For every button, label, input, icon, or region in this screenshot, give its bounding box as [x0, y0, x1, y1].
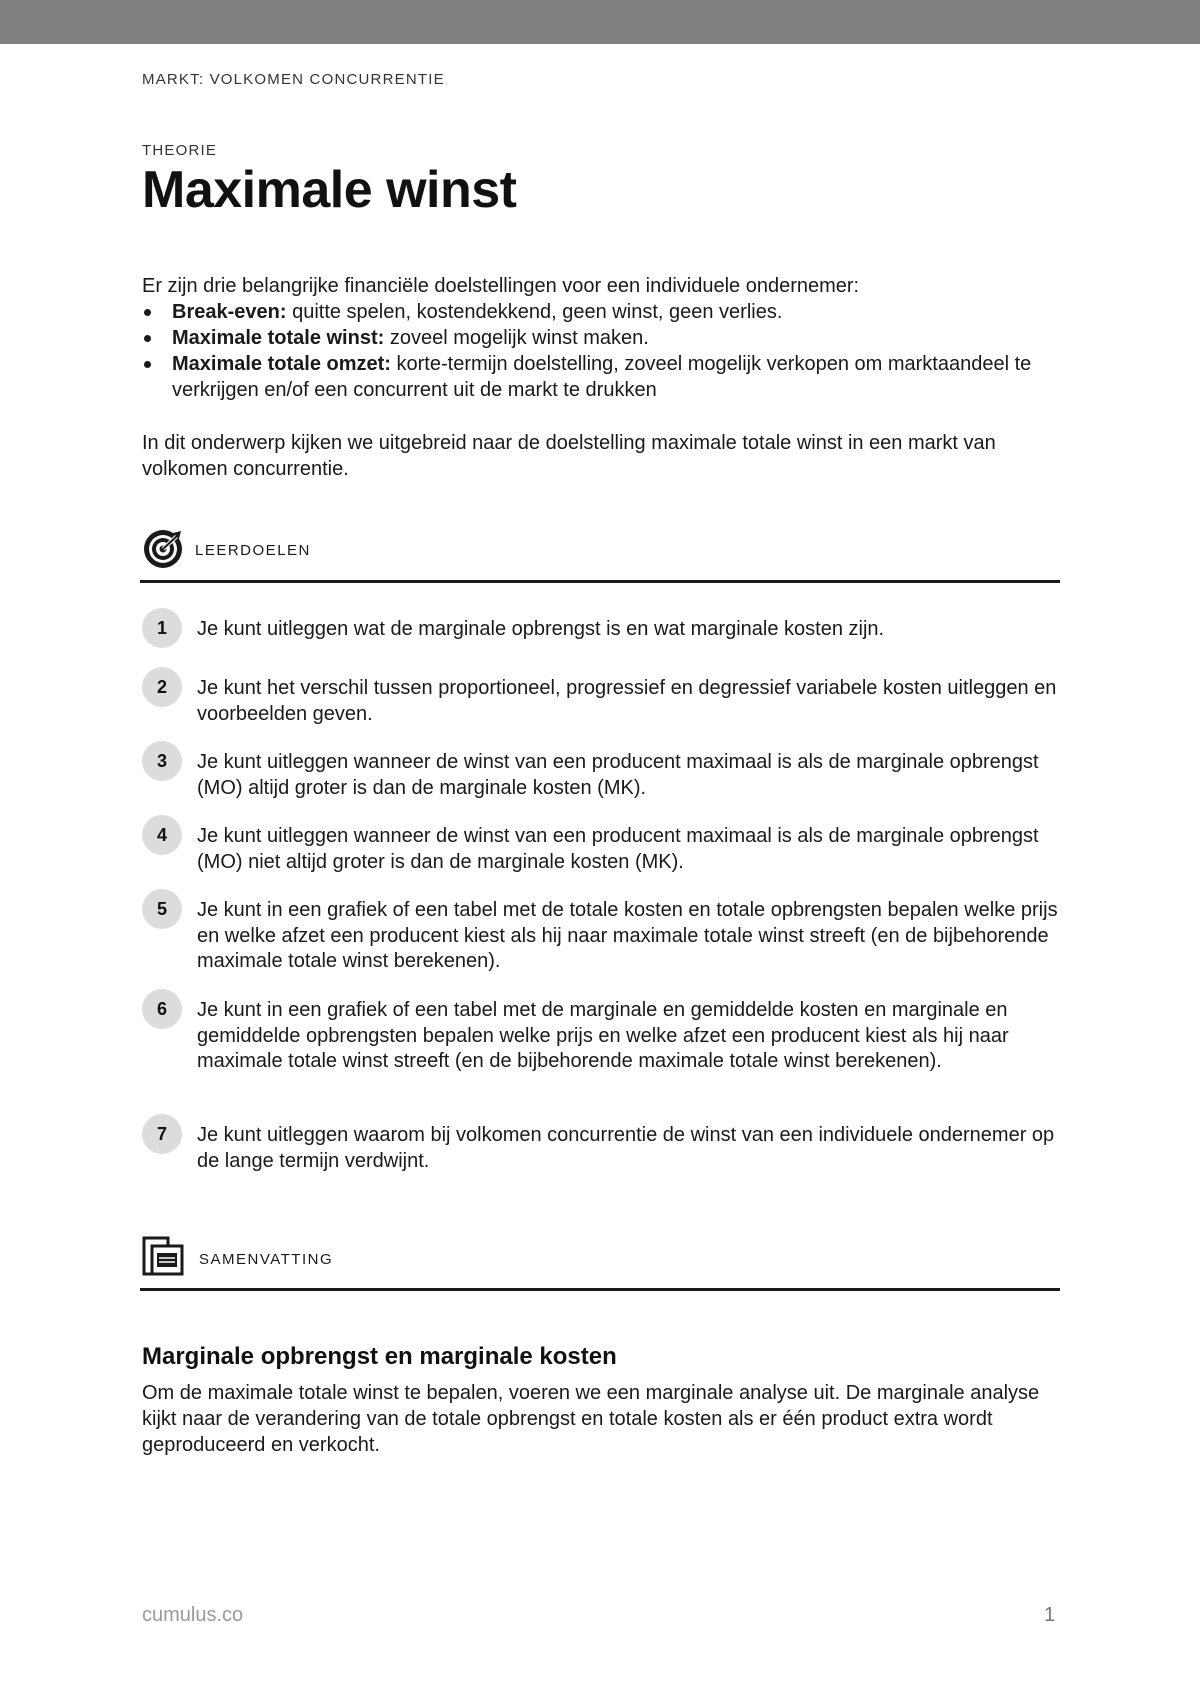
goal-term: Maximale totale omzet: [172, 353, 391, 375]
kicker-label: THEORIE [142, 142, 218, 159]
summary-document-icon [142, 1235, 186, 1279]
intro-lead: Er zijn drie belangrijke financiële doelstellingen voor een individuele ondernemer: [142, 275, 860, 297]
target-icon [142, 528, 184, 570]
objective-text: Je kunt uitleggen wanneer de winst van een producent maximaal is als de marginale opbrengst (MO) altijd groter is dan de marginale kosten (MK). [197, 751, 1039, 799]
objective-number: 4 [142, 815, 182, 855]
objective-number: 7 [142, 1114, 182, 1154]
objective-text: Je kunt uitleggen waarom bij volkomen concurrentie de winst van een individuele ondernemer op de lange termijn verdwijnt. [197, 1124, 1055, 1172]
objective-number: 6 [142, 989, 182, 1029]
objective-number: 1 [142, 608, 182, 648]
summary-paragraph: Om de maximale totale winst te bepalen, voeren we een marginale analyse uit. De marginale analyse kijkt naar de verandering van de totale opbrengst en totale kosten als er één product extra wordt geproduceerd en verkocht. [142, 1382, 1040, 1456]
objective-text: Je kunt in een grafiek of een tabel met de marginale en gemiddelde kosten en marginale en gemiddelde opbrengsten bepalen welke prijs en welke afzet een producent kiest als hij naar maximale totale winst streeft (en de bijbehorende maximale totale winst berekenen). [197, 999, 1009, 1072]
intro-paragraph: In dit onderwerp kijken we uitgebreid naar de doelstelling maximale totale winst in een markt van volkomen concurrentie. [142, 432, 996, 480]
leerdoelen-label: LEERDOELEN [195, 542, 311, 559]
section-tag: MARKT: VOLKOMEN CONCURRENTIE [142, 71, 445, 88]
footer-site-link[interactable]: cumulus.co [142, 1604, 244, 1626]
samenvatting-header [142, 1235, 1060, 1279]
summary-subheading: Marginale opbrengst en marginale kosten [142, 1343, 617, 1370]
goal-term: Break-even: [172, 301, 287, 323]
goals-list [142, 299, 1072, 403]
page-title: Maximale winst [142, 161, 517, 219]
goal-term: Maximale totale winst: [172, 327, 385, 349]
goal-item [142, 351, 1072, 403]
objective-number: 3 [142, 741, 182, 781]
goal-item [142, 325, 1072, 351]
samenvatting-label: SAMENVATTING [199, 1251, 334, 1268]
section-divider [140, 580, 1060, 583]
objective-text: Je kunt uitleggen wat de marginale opbrengst is en wat marginale kosten zijn. [197, 618, 885, 640]
goal-item [142, 299, 1072, 325]
leerdoelen-header [142, 528, 1060, 572]
objective-number: 5 [142, 889, 182, 929]
goal-text: zoveel mogelijk winst maken. [384, 327, 649, 349]
objective-text: Je kunt het verschil tussen proportioneel, progressief en degressief variabele kosten uitleggen en voorbeelden geven. [197, 677, 1057, 725]
section-divider [140, 1288, 1060, 1291]
goal-text: quitte spelen, kostendekkend, geen winst, geen verlies. [286, 301, 783, 323]
page-number: 1 [1044, 1604, 1056, 1626]
objective-number: 2 [142, 667, 182, 707]
objective-text: Je kunt in een grafiek of een tabel met de totale kosten en totale opbrengsten bepalen welke prijs en welke afzet een producent kiest als hij naar maximale totale winst streeft (en de bijbehorende maximale totale winst berekenen). [197, 899, 1058, 972]
top-bar [0, 0, 1200, 44]
objective-text: Je kunt uitleggen wanneer de winst van een producent maximaal is als de marginale opbrengst (MO) niet altijd groter is dan de marginale kosten (MK). [197, 825, 1039, 873]
goal-text: korte-termijn doelstelling, zoveel mogelijk verkopen om marktaandeel te verkrijgen en/of een concurrent uit de markt te drukken [172, 353, 1032, 401]
